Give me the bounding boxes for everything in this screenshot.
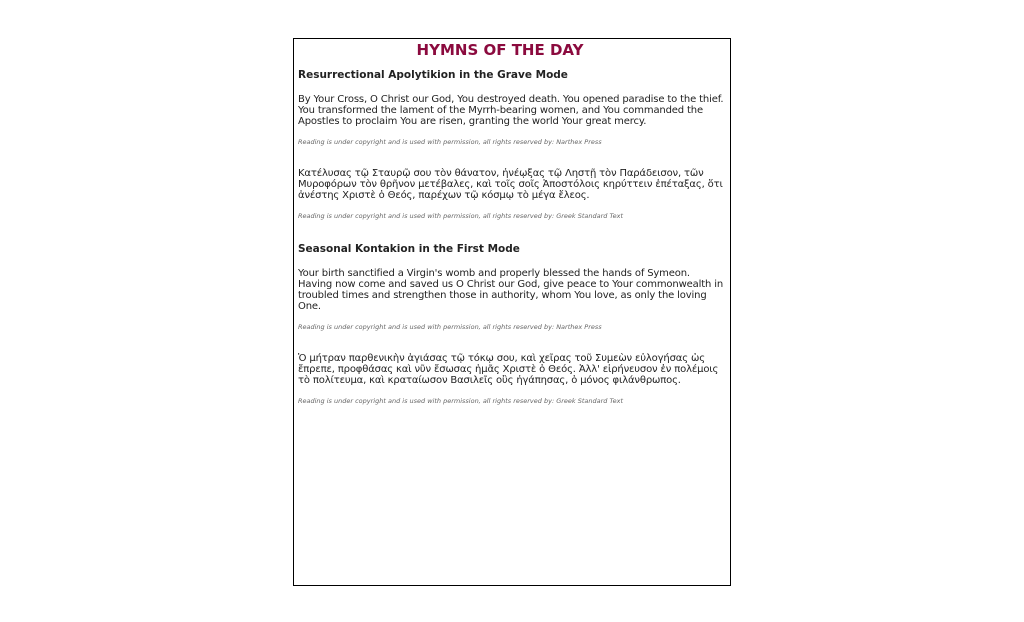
spacer xyxy=(298,332,726,353)
copyright-note: Reading is under copyright and is used with permission, all rights reserved by: Narthex Press xyxy=(298,323,602,331)
spacer xyxy=(298,147,726,168)
copyright-note: Reading is under copyright and is used with permission, all rights reserved by: Greek Standard Text xyxy=(298,212,624,220)
hymn-section-apolytikion xyxy=(298,69,726,221)
page-title: HYMNS OF THE DAY xyxy=(416,41,584,59)
hymn-text-english: Your birth sanctified a Virgin's womb and properly blessed the hands of Symeon. Having now come and saved us O Christ our God, give peace to Your commonwealth in troubled times and strengthen those in authority, whom You love, as only the loving One. xyxy=(298,268,724,312)
copyright-note: Reading is under copyright and is used with permission, all rights reserved by: Narthex Press xyxy=(298,138,602,146)
section-heading: Resurrectional Apolytikion in the Grave Mode xyxy=(298,69,568,81)
hymn-text-greek: Κατέλυσας τῷ Σταυρῷ σου τὸν θάνατον, ἠνέῳξας τῷ Ληστῇ τὸν Παράδεισον, τῶν Μυροφόρων τὸν θρῆνον μετέβαλες, καὶ τοῖς σοῖς Ἀποστόλοις κηρύττειν ἐπέταξας, ὅτι ἀνέστης Χριστὲ ὁ Θεός, παρέχων τῷ κόσμῳ τὸ μέγα ἔλεος. xyxy=(298,168,723,201)
hymn-text-greek: Ὁ μήτραν παρθενικὴν ἁγιάσας τῷ τόκῳ σου, καὶ χεῖρας τοῦ Συμεὼν εὐλογήσας ὡς ἔπρεπε, προφθάσας καὶ νῦν ἔσωσας ἡμᾶς Χριστὲ ὁ Θεός. Ἀλλ' εἰρήνευσον ἐν πολέμοις τὸ πολίτευμα, καὶ κραταίωσον Βασιλεῖς οὓς ἠγάπησας, ὁ μόνος φιλάνθρωπος. xyxy=(298,353,719,386)
spacer xyxy=(298,221,726,233)
hymn-section-kontakion xyxy=(298,243,726,406)
copyright-note: Reading is under copyright and is used with permission, all rights reserved by: Greek Standard Text xyxy=(298,397,624,405)
document-page xyxy=(293,38,731,586)
section-heading: Seasonal Kontakion in the First Mode xyxy=(298,243,520,255)
document-content xyxy=(294,69,730,406)
hymn-text-english: By Your Cross, O Christ our God, You destroyed death. You opened paradise to the thief. You transformed the lament of the Myrrh-bearing women, and You commanded the Apostles to proclaim You are risen, granting the world Your great mercy. xyxy=(298,94,724,127)
